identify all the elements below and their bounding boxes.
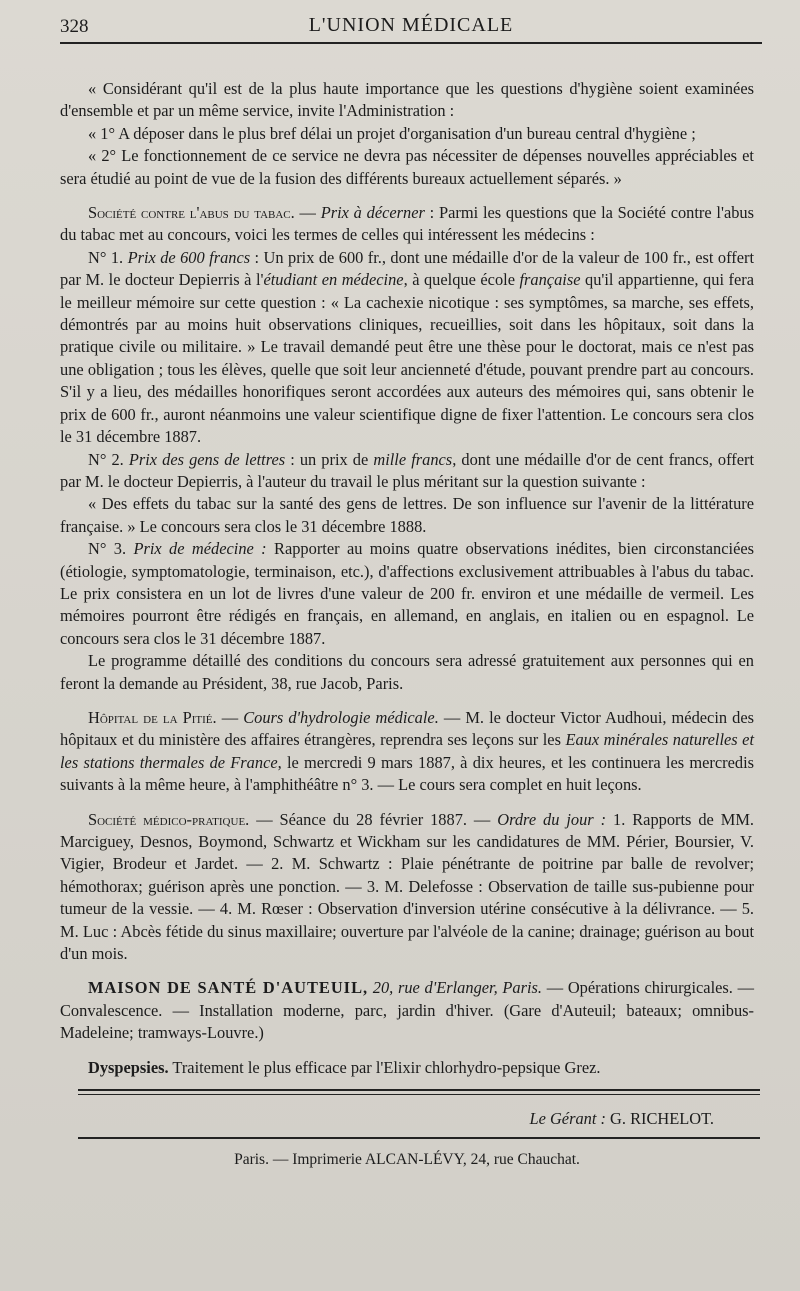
prize-1-paragraph	[60, 247, 754, 449]
prize-2-text-a: : un prix de	[285, 449, 374, 469]
footer-rule-thin	[78, 1094, 760, 1095]
page-header	[60, 12, 762, 44]
prize-2-title: Prix des gens de lettres	[128, 449, 286, 469]
footer-rule-top	[78, 1089, 760, 1091]
running-title: L'UNION MÉDICALE	[308, 14, 514, 36]
maison-paragraph	[60, 977, 754, 1044]
pitie-text-b: Eaux minérales naturelles et les stations thermales de France	[60, 730, 755, 772]
pitie-course-title: Cours d'hydrologie médicale.	[243, 707, 439, 727]
prize-3-text: Rapporter au moins quatre observations inédites, bien circonstanciées (étiologie, symptomatologie, terminaison, etc.), d'affections exclusivement attribuables à l'abus du tabac. Le prix consistera en un lot de livres d'une valeur de 200 fr. environ et une médaille de vermeil. Les mémoires pourront être rédigés en français, en allemand, en anglais, en italien ou en espagnol. Le concours sera clos le 31 décembre 1887.	[60, 539, 754, 648]
prize-1-text-a: : Un prix de 600 fr., dont une médaille d'or de la valeur de 100 fr., est offert par M. le docteur Depierris à l'	[60, 247, 755, 290]
prize-1-text-b: étudiant en médecine	[263, 270, 404, 290]
dyspepsies-text: Traitement le plus efficace par l'Elixir chlorhydro-pepsique Grez.	[168, 1057, 601, 1077]
prize-1-text-c: , à quelque école	[403, 270, 520, 290]
prize-2-text-c: , dont une médaille d'or de cent francs, offert par M. le docteur Depierris, à l'auteur du travail le plus méritant sur la question suivante :	[60, 449, 754, 491]
prize-1-text-e: qu'il appartienne, qui fera le meilleur mémoire sur cette question : « La cachexie nicotique : ses symptômes, sa marche, ses effets, démontrés par au moins huit observations cliniques, recueillies, soit dans les hôpitaux, soit dans la pratique civile ou militaire. » Le travail demandé peut être une thèse pour le doctorat, mais ce n'est pas une obligation ; tous les élèves, quelle que soit leur ancienneté d'étude, pouvant prendre part au concours. S'il y a lieu, des médailles honorifiques seront accordées aux auteurs des mémoires qui, sans obtenir le prix de 600 fr., auront néanmoins une valeur scientifique digne de fixer l'attention. Le concours sera clos le 31 décembre 1887.	[60, 270, 754, 447]
gerant-line	[60, 1109, 754, 1129]
prize-3-paragraph	[60, 538, 754, 650]
tabac-society-name: Société contre l'abus du tabac.	[88, 203, 295, 223]
pitie-text-c: , le mercredi 9 mars 1887, à dix heures, et les continuera les mercredis suivants à la même heure, à l'amphithéâtre n° 3. — Le cours sera complet en huit leçons.	[60, 752, 754, 795]
intro-paragraph-3: « 2° Le fonctionnement de ce service ne devra pas nécessiter de dépenses nouvelles appréciables et sera étudié au point de vue de la fusion des différents bureaux actuellement séparés. »	[60, 146, 754, 188]
ordre-du-jour: Ordre du jour :	[497, 809, 607, 829]
prize-1-title: Prix de 600 francs	[127, 247, 251, 267]
tabac-dash: —	[294, 203, 321, 223]
prize-1-label: N° 1.	[88, 247, 128, 267]
gerant-name: G. RICHELOT.	[605, 1109, 714, 1129]
intro-paragraph-1: « Considérant qu'il est de la plus haute importance que les questions d'hygiène soient examinées d'ensemble et par un même service, invite l'Administration :	[60, 79, 754, 121]
prize-2-paragraph	[60, 449, 754, 494]
pitie-paragraph	[60, 707, 754, 797]
pitie-hospital-name: Hôpital de la Pitié.	[88, 707, 217, 727]
medico-pratique-paragraph	[60, 809, 754, 966]
article-body	[60, 44, 754, 1079]
maison-text: — Opérations chirurgicales. — Convalescence. — Installation moderne, parc, jardin d'hiver. (Gare d'Auteuil; bateaux; omnibus-Madeleine; tramways-Louvre.)	[60, 978, 754, 1043]
intro-paragraph-2: « 1° A déposer dans le plus bref délai un projet d'organisation d'un bureau central d'hygiène ;	[88, 123, 696, 143]
prize-1-text-d: française	[519, 270, 581, 290]
prize-3-title: Prix de médecine :	[133, 539, 267, 559]
pitie-dash: —	[216, 707, 244, 727]
programme-paragraph: Le programme détaillé des conditions du concours sera adressé gratuitement aux personnes qui en feront la demande au Président, 38, rue Jacob, Paris.	[60, 651, 754, 693]
footer-rule-bottom	[78, 1137, 760, 1139]
tabac-prize-heading: Prix à décerner	[320, 203, 425, 223]
pitie-text-a: — M. le docteur Victor Audhoui, médecin des hôpitaux et du ministère des affaires étrangères, reprendra ses leçons sur les	[60, 707, 755, 750]
dyspepsies-paragraph	[60, 1057, 754, 1079]
prize-2-question: « Des effets du tabac sur la santé des gens de lettres. De son influence sur l'avenir de la littérature française. » Le concours sera clos le 31 décembre 1888.	[60, 494, 754, 536]
medico-pratique-society: Société médico-pratique.	[88, 809, 250, 829]
maison-name: MAISON DE SANTÉ D'AUTEUIL,	[88, 978, 369, 998]
gerant-label: Le Gérant :	[529, 1109, 606, 1129]
tabac-intro-rest: : Parmi les questions que la Société contre l'abus du tabac met au concours, voici les termes de celles qui intéressent les médecins :	[60, 203, 754, 245]
page-number: 328	[60, 16, 89, 37]
maison-address: 20, rue d'Erlanger, Paris.	[368, 978, 543, 998]
prize-2-label: N° 2.	[88, 449, 129, 469]
tabac-intro-paragraph	[60, 202, 754, 247]
imprint-line: Paris. — Imprimerie ALCAN-LÉVY, 24, rue Chauchat.	[234, 1151, 580, 1169]
prize-3-label: N° 3.	[88, 539, 134, 559]
medico-pratique-text-a: — Séance du 28 février 1887. —	[249, 809, 498, 829]
medico-pratique-text-b: 1. Rapports de MM. Marciguey, Desnos, Boymond, Schwartz et Wickham sur les candidatures de MM. Périer, Boursier, V. Vigier, Brodeur et Jardet. — 2. M. Schwartz : Plaie pénétrante de poitrine par balle de revolver; hémothorax; guérison après une ponction. — 3. M. Delefosse : Observation de taille sus-pubienne pour tumeur de la vessie. — 4. M. Rœser : Observation d'inversion utérine consécutive à la délivrance. — 5. M. Luc : Abcès fétide du sinus maxillaire; ouverture par l'alvéole de la canine; drainage; guérison au bout d'un mois.	[60, 809, 754, 964]
prize-2-text-b: mille francs	[373, 449, 453, 469]
dyspepsies-term: Dyspepsies.	[88, 1057, 169, 1077]
